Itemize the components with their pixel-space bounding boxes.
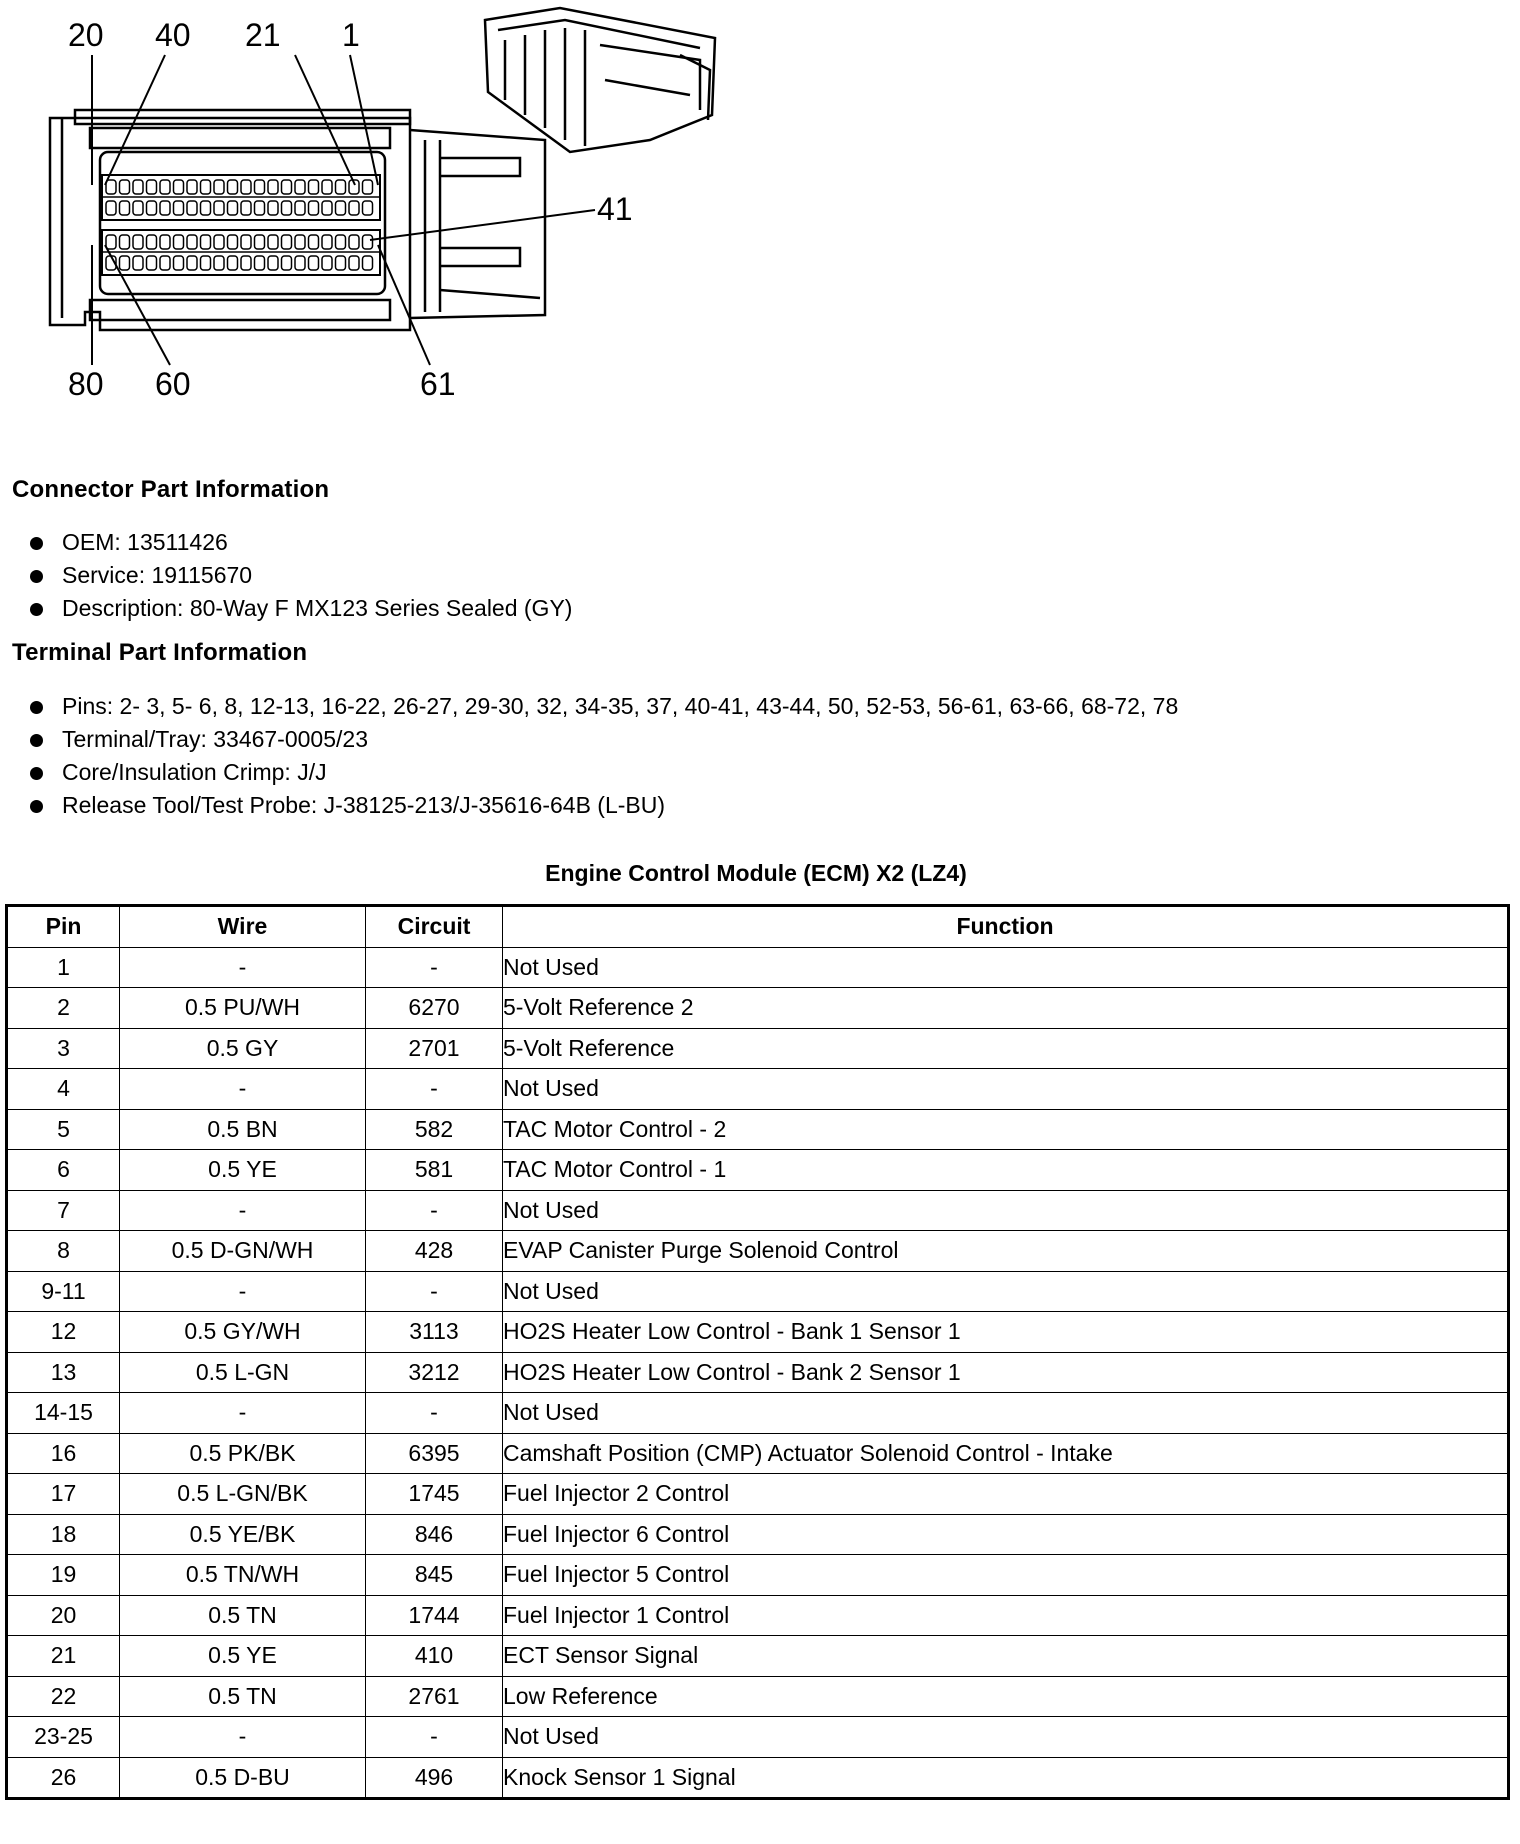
pin-cavity xyxy=(363,235,373,249)
header-pin: Pin xyxy=(7,906,120,948)
table-row xyxy=(7,1150,1509,1191)
table-title: Engine Control Module (ECM) X2 (LZ4) xyxy=(545,860,967,886)
pin-cavity xyxy=(174,256,184,270)
cell-circuit: 846 xyxy=(366,1514,503,1555)
pin-cavity xyxy=(241,201,251,215)
pin-cavity xyxy=(282,256,292,270)
cell-circuit: 6395 xyxy=(366,1433,503,1474)
cell-circuit: 6270 xyxy=(366,988,503,1029)
pin-cavity xyxy=(282,180,292,194)
cell-pin: 12 xyxy=(7,1312,120,1353)
cell-circuit: 582 xyxy=(366,1109,503,1150)
header-wire: Wire xyxy=(120,906,366,948)
connector-part-info-list xyxy=(30,526,572,625)
pin-cavity xyxy=(160,180,170,194)
pin-label-61: 61 xyxy=(420,366,456,402)
table-row xyxy=(7,1595,1509,1636)
pin-label-20: 20 xyxy=(68,17,104,53)
list-item: Pins: 2- 3, 5- 6, 8, 12-13, 16-22, 26-27, 29-30, 32, 34-35, 37, 40-41, 43-44, 50, 52-53, 56-61, 63-66, 68-72, 78 xyxy=(30,690,1178,723)
table-row xyxy=(7,1069,1509,1110)
pin-cavity xyxy=(147,201,157,215)
pin-cavity xyxy=(336,180,346,194)
pin-cavity xyxy=(255,180,265,194)
pin-cavity xyxy=(295,235,305,249)
cell-function: ECT Sensor Signal xyxy=(503,1636,1509,1677)
cell-wire: 0.5 PK/BK xyxy=(120,1433,366,1474)
cell-pin: 6 xyxy=(7,1150,120,1191)
cell-circuit: 496 xyxy=(366,1757,503,1799)
pin-cavity xyxy=(336,256,346,270)
table-row xyxy=(7,1514,1509,1555)
cell-pin: 9-11 xyxy=(7,1271,120,1312)
cell-wire: 0.5 D-BU xyxy=(120,1757,366,1799)
connector-perspective-drawing xyxy=(485,8,715,152)
table-row xyxy=(7,1312,1509,1353)
cell-function: Not Used xyxy=(503,1190,1509,1231)
header-function: Function xyxy=(503,906,1509,948)
cell-pin: 23-25 xyxy=(7,1717,120,1758)
pin-cavity xyxy=(322,235,332,249)
pin-cavity xyxy=(106,235,116,249)
list-item: Core/Insulation Crimp: J/J xyxy=(30,756,1178,789)
table-row xyxy=(7,1474,1509,1515)
cell-wire: - xyxy=(120,1717,366,1758)
cell-pin: 8 xyxy=(7,1231,120,1272)
cell-circuit: 3113 xyxy=(366,1312,503,1353)
pin-cavity xyxy=(106,201,116,215)
table-row xyxy=(7,1109,1509,1150)
pin-label-60: 60 xyxy=(155,366,191,402)
cell-function: Not Used xyxy=(503,947,1509,988)
cell-pin: 21 xyxy=(7,1636,120,1677)
cell-circuit: - xyxy=(366,1271,503,1312)
pin-cavity xyxy=(174,180,184,194)
pin-cavity xyxy=(349,201,359,215)
cell-wire: - xyxy=(120,1069,366,1110)
pin-cavity xyxy=(174,201,184,215)
pin-cavity xyxy=(201,201,211,215)
pin-cavity xyxy=(214,235,224,249)
pin-label-41: 41 xyxy=(597,191,633,227)
pin-cavity xyxy=(120,256,130,270)
pin-cavity xyxy=(187,256,197,270)
cell-pin: 17 xyxy=(7,1474,120,1515)
pin-cavity xyxy=(133,235,143,249)
pin-cavity xyxy=(309,201,319,215)
pin-cavity xyxy=(322,180,332,194)
cell-wire: 0.5 YE/BK xyxy=(120,1514,366,1555)
cell-circuit: - xyxy=(366,1717,503,1758)
pin-cavity xyxy=(187,201,197,215)
pin-cavity xyxy=(363,256,373,270)
cell-circuit: 1745 xyxy=(366,1474,503,1515)
pin-cavity xyxy=(133,201,143,215)
cell-function: TAC Motor Control - 2 xyxy=(503,1109,1509,1150)
pin-cavity xyxy=(309,180,319,194)
cell-function: Not Used xyxy=(503,1717,1509,1758)
pin-cavity xyxy=(228,180,238,194)
pin-cavity xyxy=(201,256,211,270)
cell-pin: 13 xyxy=(7,1352,120,1393)
cell-circuit: - xyxy=(366,1069,503,1110)
table-row xyxy=(7,1433,1509,1474)
pin-cavity xyxy=(120,235,130,249)
pin-cavity xyxy=(322,256,332,270)
cell-wire: 0.5 D-GN/WH xyxy=(120,1231,366,1272)
pin-cavity xyxy=(228,256,238,270)
cell-wire: 0.5 L-GN xyxy=(120,1352,366,1393)
table-row xyxy=(7,1271,1509,1312)
cell-wire: 0.5 GY xyxy=(120,1028,366,1069)
cell-circuit: 3212 xyxy=(366,1352,503,1393)
cell-wire: 0.5 BN xyxy=(120,1109,366,1150)
cell-circuit: - xyxy=(366,1393,503,1434)
pin-cavity xyxy=(336,235,346,249)
cell-pin: 19 xyxy=(7,1555,120,1596)
cell-pin: 1 xyxy=(7,947,120,988)
cell-wire: 0.5 TN xyxy=(120,1676,366,1717)
pin-label-21: 21 xyxy=(245,17,281,53)
pin-cavity xyxy=(268,235,278,249)
cell-pin: 5 xyxy=(7,1109,120,1150)
pin-cavity xyxy=(349,235,359,249)
pin-cavity xyxy=(187,180,197,194)
pin-cavity xyxy=(133,180,143,194)
pin-cavity xyxy=(255,235,265,249)
pin-cavity xyxy=(241,256,251,270)
cell-pin: 18 xyxy=(7,1514,120,1555)
cell-circuit: 428 xyxy=(366,1231,503,1272)
cell-function: 5-Volt Reference xyxy=(503,1028,1509,1069)
cell-wire: 0.5 PU/WH xyxy=(120,988,366,1029)
table-row xyxy=(7,1717,1509,1758)
pin-cavity xyxy=(201,235,211,249)
cell-pin: 26 xyxy=(7,1757,120,1799)
cell-wire: 0.5 GY/WH xyxy=(120,1312,366,1353)
pin-cavity xyxy=(282,235,292,249)
pin-cavity xyxy=(268,201,278,215)
cell-wire: - xyxy=(120,1271,366,1312)
pin-cavity xyxy=(120,180,130,194)
table-row xyxy=(7,1352,1509,1393)
pin-cavity xyxy=(228,201,238,215)
pin-cavity xyxy=(133,256,143,270)
pin-cavity xyxy=(295,256,305,270)
cell-function: Knock Sensor 1 Signal xyxy=(503,1757,1509,1799)
pin-cavity xyxy=(147,256,157,270)
pin-cavity xyxy=(309,235,319,249)
pin-cavity xyxy=(349,256,359,270)
cell-circuit: - xyxy=(366,1190,503,1231)
cell-function: Not Used xyxy=(503,1393,1509,1434)
table-header-row xyxy=(7,906,1509,948)
ecm-pinout-table xyxy=(5,904,1510,1800)
cell-wire: 0.5 L-GN/BK xyxy=(120,1474,366,1515)
cell-function: HO2S Heater Low Control - Bank 1 Sensor 1 xyxy=(503,1312,1509,1353)
pin-cavity xyxy=(214,180,224,194)
pin-cavities xyxy=(106,180,373,270)
pin-cavity xyxy=(295,180,305,194)
pin-cavity xyxy=(295,201,305,215)
pin-cavity xyxy=(160,201,170,215)
table-body xyxy=(7,947,1509,1799)
pin-cavity xyxy=(187,235,197,249)
pin-label-1: 1 xyxy=(342,17,360,53)
cell-wire: 0.5 YE xyxy=(120,1150,366,1191)
pin-cavity xyxy=(268,256,278,270)
cell-circuit: 2701 xyxy=(366,1028,503,1069)
pin-cavity xyxy=(106,180,116,194)
pin-cavity xyxy=(174,235,184,249)
cell-wire: - xyxy=(120,1190,366,1231)
cell-pin: 22 xyxy=(7,1676,120,1717)
list-item: Release Tool/Test Probe: J-38125-213/J-35616-64B (L-BU) xyxy=(30,789,1178,822)
cell-function: HO2S Heater Low Control - Bank 2 Sensor 1 xyxy=(503,1352,1509,1393)
cell-function: Fuel Injector 1 Control xyxy=(503,1595,1509,1636)
connector-diagram xyxy=(0,0,760,420)
pin-cavity xyxy=(228,235,238,249)
table-row xyxy=(7,1190,1509,1231)
cell-function: EVAP Canister Purge Solenoid Control xyxy=(503,1231,1509,1272)
cell-circuit: - xyxy=(366,947,503,988)
cell-function: Not Used xyxy=(503,1271,1509,1312)
terminal-part-info-heading: Terminal Part Information xyxy=(12,639,308,666)
cell-function: 5-Volt Reference 2 xyxy=(503,988,1509,1029)
cell-wire: 0.5 YE xyxy=(120,1636,366,1677)
pin-cavity xyxy=(255,201,265,215)
cell-pin: 7 xyxy=(7,1190,120,1231)
pin-cavity xyxy=(147,235,157,249)
list-item: OEM: 13511426 xyxy=(30,526,572,559)
table-row xyxy=(7,1676,1509,1717)
pin-cavity xyxy=(268,180,278,194)
cell-wire: - xyxy=(120,1393,366,1434)
cell-circuit: 2761 xyxy=(366,1676,503,1717)
list-item: Service: 19115670 xyxy=(30,559,572,592)
pin-label-40: 40 xyxy=(155,17,191,53)
cell-pin: 16 xyxy=(7,1433,120,1474)
pin-cavity xyxy=(282,201,292,215)
table-row xyxy=(7,1028,1509,1069)
pin-cavity xyxy=(201,180,211,194)
table-row xyxy=(7,947,1509,988)
cell-function: Low Reference xyxy=(503,1676,1509,1717)
pin-cavity xyxy=(160,235,170,249)
table-row xyxy=(7,1757,1509,1799)
table-row xyxy=(7,1231,1509,1272)
cell-wire: 0.5 TN/WH xyxy=(120,1555,366,1596)
pin-cavity xyxy=(309,256,319,270)
pin-leader-lines xyxy=(92,55,595,365)
pin-label-80: 80 xyxy=(68,366,104,402)
cell-circuit: 1744 xyxy=(366,1595,503,1636)
pin-cavity xyxy=(241,180,251,194)
cell-pin: 2 xyxy=(7,988,120,1029)
header-circuit: Circuit xyxy=(366,906,503,948)
pin-cavity xyxy=(214,256,224,270)
pin-cavity xyxy=(147,180,157,194)
pin-cavity xyxy=(363,201,373,215)
cell-function: Not Used xyxy=(503,1069,1509,1110)
cell-pin: 20 xyxy=(7,1595,120,1636)
pin-cavity xyxy=(214,201,224,215)
cell-pin: 14-15 xyxy=(7,1393,120,1434)
pin-cavity xyxy=(363,180,373,194)
list-item: Description: 80-Way F MX123 Series Sealed (GY) xyxy=(30,592,572,625)
pin-cavity xyxy=(336,201,346,215)
pin-cavity xyxy=(120,201,130,215)
cell-circuit: 581 xyxy=(366,1150,503,1191)
cell-function: Fuel Injector 2 Control xyxy=(503,1474,1509,1515)
cell-circuit: 845 xyxy=(366,1555,503,1596)
list-item: Terminal/Tray: 33467-0005/23 xyxy=(30,723,1178,756)
cell-pin: 3 xyxy=(7,1028,120,1069)
cell-function: Fuel Injector 5 Control xyxy=(503,1555,1509,1596)
pin-cavity xyxy=(241,235,251,249)
cell-wire: 0.5 TN xyxy=(120,1595,366,1636)
cell-circuit: 410 xyxy=(366,1636,503,1677)
cell-function: Camshaft Position (CMP) Actuator Solenoid Control - Intake xyxy=(503,1433,1509,1474)
pin-cavity xyxy=(160,256,170,270)
table-row xyxy=(7,988,1509,1029)
cell-function: Fuel Injector 6 Control xyxy=(503,1514,1509,1555)
cell-wire: - xyxy=(120,947,366,988)
cell-pin: 4 xyxy=(7,1069,120,1110)
connector-part-info-heading: Connector Part Information xyxy=(12,476,330,503)
pin-cavity xyxy=(255,256,265,270)
terminal-part-info-list xyxy=(30,690,1178,822)
table-row xyxy=(7,1555,1509,1596)
table-row xyxy=(7,1393,1509,1434)
cell-function: TAC Motor Control - 1 xyxy=(503,1150,1509,1191)
pin-cavity xyxy=(322,201,332,215)
table-row xyxy=(7,1636,1509,1677)
